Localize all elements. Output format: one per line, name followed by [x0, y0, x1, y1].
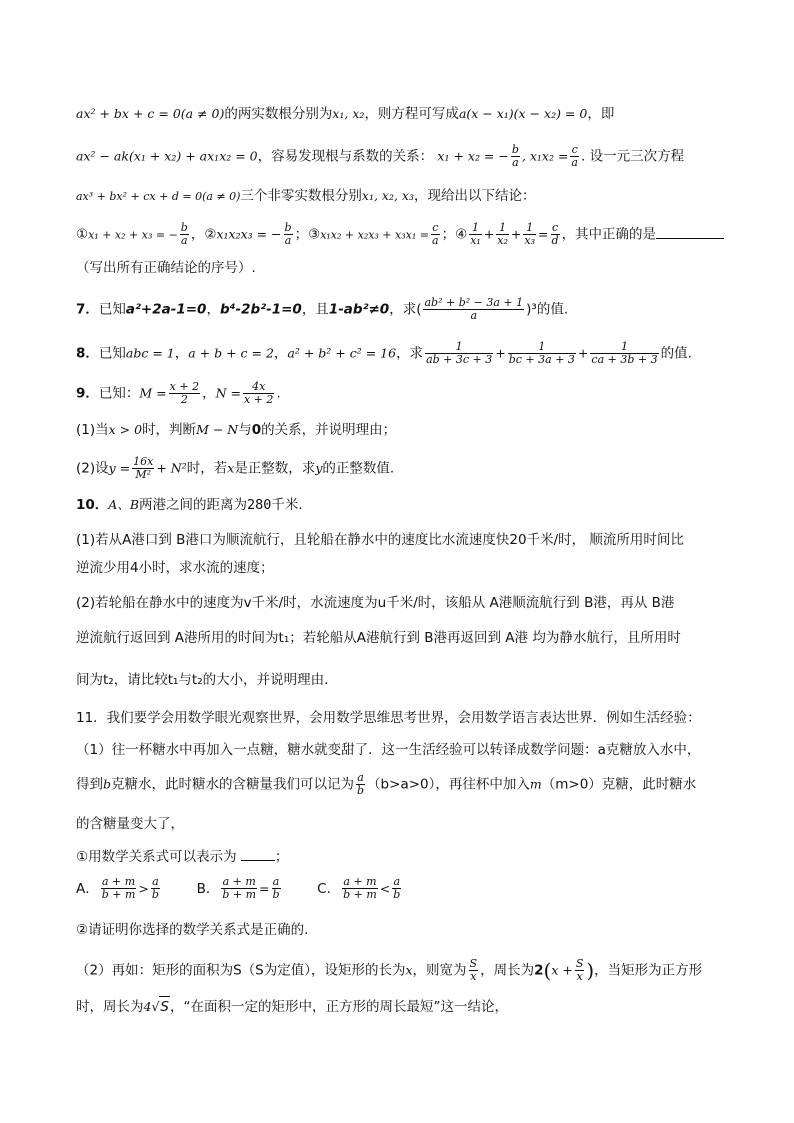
question-8 — [76, 341, 726, 366]
text: ， — [273, 345, 288, 362]
text: . 设一元三次方程 — [580, 148, 685, 165]
text: . — [276, 385, 281, 402]
text: 三个非零实数根分别 — [240, 188, 362, 204]
text: ，求( — [389, 301, 422, 318]
question-number: 10． — [76, 497, 109, 513]
text: ，求 — [396, 345, 424, 362]
question-11-line-9: 时，周长为4√S，“在面积一定的矩形中，正方形的周长最短”这一结论， — [76, 996, 726, 1017]
variable: b — [103, 776, 112, 792]
option-c[interactable]: C． $\frac{a + m}{b + m}$ < $\frac{a}{b}$ — [317, 875, 401, 901]
zero: 0 — [251, 422, 262, 438]
text: (1)当 — [76, 422, 109, 438]
question-9 — [76, 381, 726, 406]
variable: y — [315, 460, 323, 476]
question-11-line-2: （1）往一杯糖水中再加入一点糖，糖水就变甜了．这一生活经验可以转译成数学问题：a克糖放入水中， — [76, 742, 701, 758]
text: ， — [174, 345, 189, 362]
radicand: S — [159, 996, 170, 1017]
question-11-line-7: ②请证明你选择的数学关系式是正确的. — [76, 922, 309, 938]
fraction: $\frac{1}{\text{x₃}}$ — [524, 221, 536, 247]
question-10-part-2-line-2: 逆流航行返回到 A港所用的时间为t₁；若轮船从A港航行到 B港再返回到 A港 均为静水航行，且所用时 — [76, 630, 681, 646]
quadratic-equation: ax² + bx + c = 0(a ≠ 0) — [76, 106, 225, 121]
fraction: $\frac{a + m}{b + m}$ — [222, 875, 257, 901]
text: ，且 — [301, 301, 329, 318]
fraction: $\frac{1}{\text{x₁}}$ — [470, 221, 481, 247]
factored-form: a(x − x₁)(x − x₂) = 0 — [458, 106, 588, 121]
fraction: $\frac{c}{d}$ — [551, 221, 559, 247]
text: 时，周长为 — [76, 999, 144, 1015]
text: 已知： — [98, 385, 140, 402]
condition: 1-ab²≠0 — [328, 301, 390, 318]
fraction: $\frac{a}{b}$ — [393, 875, 401, 901]
marker: ；③ — [294, 226, 321, 243]
text: ，其中正确的是 — [561, 226, 657, 243]
equation: b⁴-2b²-1=0 — [219, 301, 302, 318]
ports: A、B — [108, 497, 140, 512]
text: (2)设 — [76, 460, 109, 477]
question-11-line-5 — [76, 847, 726, 867]
fraction: $\frac{a}{b}$ — [272, 875, 280, 901]
text: ，“在面积一定的矩形中，正方形的周长最短”这一结论， — [170, 999, 508, 1015]
cubic-equation: ax³ + bx² + cx + d = 0(a ≠ 0) — [76, 190, 241, 203]
fraction: $\frac{S}{x}$ — [575, 957, 584, 983]
question-number: 9． — [76, 385, 99, 402]
question-10-part-1-line-1: (1)若从A港口到 B港口为顺流航行，且轮船在静水中的速度比水流速度快20千米/时， 顺流所用时间比 — [76, 532, 684, 548]
intro-line-1 — [76, 104, 726, 124]
text: ，则宽为 — [412, 962, 467, 979]
text: ，现给出以下结论： — [414, 188, 536, 204]
fraction: $\frac{16x}{\text{M²}}$ — [133, 455, 154, 481]
fraction: $\frac{4x}{x + 2}$ — [243, 380, 274, 406]
text: 两港之间的距离为 — [139, 497, 248, 513]
N-def: N = — [215, 385, 241, 401]
distance: 280 — [247, 497, 272, 513]
text: 千米. — [271, 497, 303, 513]
question-10-part-1-line-2: 逆流少用4小时，求水流的速度； — [76, 560, 274, 576]
text: S（S为定值），设矩形的长为 — [233, 962, 406, 979]
question-9-part-2 — [76, 456, 726, 481]
fraction: $\frac{x + 2}{2}$ — [169, 380, 200, 406]
condition: abc = 1 — [125, 345, 175, 361]
fraction: $\frac{b}{a}$ — [284, 221, 292, 247]
question-number: 7． — [76, 301, 99, 318]
text: （b>a>0），再往杯中加入 — [367, 776, 530, 793]
coefficient: 4 — [143, 999, 152, 1014]
text: ，当矩形为正方形 — [594, 962, 703, 979]
question-10 — [76, 495, 726, 515]
option-b[interactable]: B． $\frac{a + m}{b + m}$ = $\frac{a}{b}$ — [196, 875, 280, 901]
fraction: $\frac{1}{bc + 3a + 3}$ — [508, 340, 575, 366]
question-11-line-4: 的含糖量变大了， — [76, 816, 184, 832]
text: 克糖水，此时糖水的含糖量我们可以记为 — [111, 776, 355, 793]
answer-blank[interactable] — [241, 848, 275, 861]
intro-note: （写出所有正确结论的序号）. — [76, 260, 256, 276]
text: ， — [202, 385, 216, 402]
question-7 — [76, 297, 726, 322]
variable: x — [405, 962, 413, 978]
text: ； — [274, 849, 289, 865]
text: 时，判断 — [142, 422, 197, 438]
condition: a² + b² + c² = 16 — [287, 345, 397, 361]
question-11-options — [76, 876, 726, 901]
question-11-line-8 — [76, 958, 726, 983]
fraction: $\frac{1}{\text{x₂}}$ — [497, 221, 508, 247]
fraction: $\frac{a}{b}$ — [357, 771, 365, 797]
text: 与 — [238, 422, 252, 438]
intro-line-3 — [76, 186, 726, 207]
coefficient: 2 — [534, 962, 544, 979]
intro-line-2 — [76, 144, 726, 169]
marker: ① — [76, 226, 89, 243]
plus: + — [495, 345, 506, 361]
fraction: $\frac{a + m}{b + m}$ — [101, 875, 136, 901]
text: 的值. — [660, 345, 692, 362]
roots: x₁, x₂, x₃ — [361, 188, 414, 203]
text: 已知 — [98, 301, 126, 318]
fraction: $\frac{b}{a}$ — [180, 221, 188, 247]
text: 是正整数，求 — [234, 460, 316, 477]
equation: a²+2a-1=0 — [125, 301, 207, 318]
sum-relation: x₁ + x₂ = − — [437, 148, 509, 164]
fraction: $\frac{a + m}{b + m}$ — [343, 875, 377, 901]
text: 得到 — [76, 776, 103, 793]
marker: ，② — [190, 226, 217, 243]
fraction: $\frac{c}{a}$ — [571, 143, 578, 169]
fraction: $\frac{a}{b}$ — [151, 875, 159, 901]
text: 的两实数根分别为 — [224, 106, 333, 122]
fraction: $\frac{1}{ca + 3b + 3}$ — [591, 340, 658, 366]
question-10-part-2-line-1: (2)若轮船在静水中的速度为v千米/时，水流速度为u千米/时，该船从 A港顺流航行到 B港，再从 B港 — [76, 595, 675, 611]
expression: x + — [551, 962, 573, 978]
conclusion-1: x₁ + x₂ + x₃ = − — [88, 228, 178, 242]
text: 时，若 — [186, 460, 228, 477]
expanded-form: ax² − ak(x₁ + x₂) + ax₁x₂ = 0 — [76, 148, 258, 164]
text: （2）再如：矩形的面积为 — [76, 962, 234, 979]
M-def: M = — [139, 385, 167, 401]
question-11-line-3 — [76, 772, 726, 797]
option-a[interactable]: A． $\frac{a + m}{b + m}$ > $\frac{a}{b}$ — [76, 875, 159, 901]
roots: x₁, x₂ — [332, 106, 365, 121]
marker: ；④ — [441, 226, 468, 243]
plus: + — [577, 345, 589, 361]
fraction: $\frac{c}{a}$ — [432, 221, 439, 247]
question-9-part-1 — [76, 420, 726, 440]
expression: M − N — [196, 422, 239, 437]
question-11-line-1: 11．我们要学会用数学眼光观察世界，会用数学思维思考世界，会用数学语言表达世界．例如生活经验： — [76, 710, 701, 726]
fraction: $\frac{1}{ab + 3c + 3}$ — [426, 340, 493, 366]
expression: + N² — [156, 460, 187, 476]
fraction: $\frac{S}{x}$ — [469, 957, 478, 983]
text: ， — [206, 301, 220, 318]
text: ，周长为 — [480, 962, 535, 979]
condition: a + b + c = 2 — [188, 345, 274, 361]
conclusion-2: x₁x₂x₃ = − — [216, 226, 282, 242]
text: ，则方程可写成 — [364, 106, 459, 122]
text: ①用数学关系式可以表示为 — [76, 849, 237, 865]
y-def: y = — [108, 460, 131, 476]
question-number: 8． — [76, 345, 99, 362]
text: （m>0）克糖，此时糖水 — [541, 776, 697, 793]
variable: m — [529, 776, 542, 792]
conclusion-3: x₁x₂ + x₂x₃ + x₃x₁ = — [320, 228, 430, 242]
condition: x > 0 — [108, 422, 143, 437]
answer-blank[interactable] — [656, 224, 724, 239]
product-relation: , x₁x₂ = — [521, 148, 569, 164]
text: ，容易发现根与系数的关系： — [257, 148, 434, 165]
text: ，即 — [587, 106, 615, 122]
question-10-part-2-line-3: 间为t₂，请比较t₁与t₂的大小，并说明理由. — [76, 672, 329, 688]
fraction: $\frac{\text{ab² + b² − 3a + 1}}{a}$ — [424, 296, 524, 322]
text: )³的值. — [526, 301, 569, 318]
fraction: $\frac{b}{a}$ — [511, 143, 519, 169]
text: 已知 — [98, 345, 126, 362]
conclusions-line: ①x₁ + x₂ + x₃ = − $\frac{b}{a}$ ，②x₁x₂x₃ = − $\frac{b}{a}$ ；③x₁x₂ + x₂x₃ + x₃x₁ = $\frac{c}{a}$ ；④ $\frac{1}{\text{x₁}}$ + $\frac{1}{\text{x₂}}$ + $\frac{1}{\text{x₃}}$ = $\frac{c}{d}$ ，其中正确的是 — [76, 222, 726, 247]
paren-open: ( — [543, 958, 552, 983]
text: 的正整数值. — [322, 460, 395, 477]
variable: x — [227, 460, 235, 476]
paren-close: ) — [586, 958, 595, 983]
text: 的关系，并说明理由； — [261, 422, 397, 438]
